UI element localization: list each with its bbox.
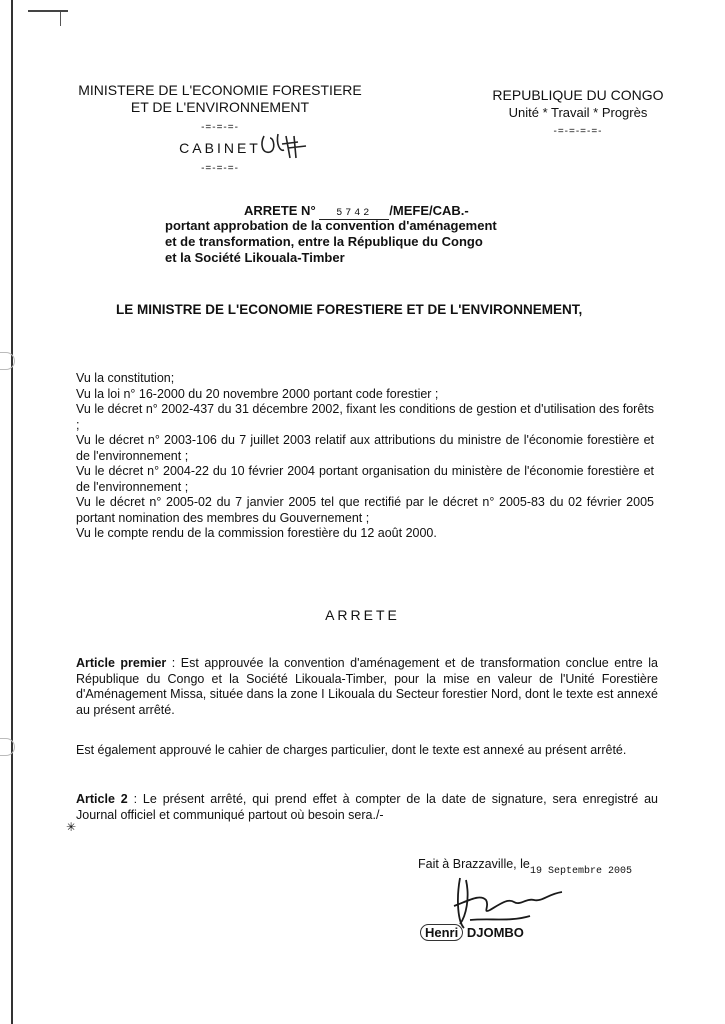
decree-prefix: ARRETE N° — [244, 203, 316, 218]
article-2-text: : Le présent arrêté, qui prend effet à compter de la date de signature, sera enregistré au Journal officiel et communiqué partout où besoin sera./- — [76, 792, 658, 822]
closing-date-stamp: 19 Septembre 2005 — [530, 866, 633, 877]
republic-name: REPUBLIQUE DU CONGO — [492, 87, 664, 103]
signer-name — [420, 925, 524, 940]
article-1-label: Article premier — [76, 656, 167, 670]
arrete-title: ARRETE — [325, 607, 400, 623]
visa-item: Vu le décret n° 2004-22 du 10 février 2004 portant organisation du ministère de l'économie forestière et de l'environnement ; — [76, 464, 654, 494]
binding-line — [11, 0, 13, 1024]
separator-dashes: -=-=-=-=- — [553, 126, 603, 137]
article-2 — [76, 792, 658, 823]
separator-dashes: -=-=-=- — [201, 122, 239, 133]
visa-item: Vu le compte rendu de la commission forestière du 12 août 2000. — [76, 526, 437, 540]
visa-item: Vu le décret n° 2005-02 du 7 janvier 2005 tel que rectifié par le décret n° 2005-83 du 02 février 2005 portant nomination des membres du Gouvernement ; — [76, 495, 654, 525]
visa-item: Vu la constitution; — [76, 371, 175, 385]
subject-line: et la Société Likouala-Timber — [165, 250, 345, 265]
signer-first-name: Henri — [420, 924, 463, 941]
visas-list — [76, 371, 654, 542]
corner-tick — [60, 12, 71, 26]
decree-subject — [165, 218, 585, 266]
signer-last-name: DJOMBO — [466, 925, 524, 940]
visa-item: Vu la loi n° 16-2000 du 20 novembre 2000 portant code forestier ; — [76, 386, 439, 401]
decree-suffix: /MEFE/CAB.- — [389, 203, 469, 218]
paragraph-2: Est également approuvé le cahier de charges particulier, dont le texte est annexé au présent arrêté. — [76, 743, 627, 757]
ministry-line-1: MINISTERE DE L'ECONOMIE FORESTIERE — [78, 82, 362, 98]
separator-dashes: -=-=-=- — [201, 163, 239, 174]
visa-item: Vu le décret n° 2002-437 du 31 décembre 2002, fixant les conditions de gestion et d'utilisation des forêts ; — [76, 402, 654, 432]
visa-item: Vu le décret n° 2003-106 du 7 juillet 2003 relatif aux attributions du ministre de l'économie forestière et de l'environnement ; — [76, 433, 654, 463]
republic-header — [458, 86, 698, 138]
cabinet-label: CABINET — [179, 140, 261, 156]
national-motto: Unité * Travail * Progrès — [508, 105, 648, 120]
minister-heading: LE MINISTRE DE L'ECONOMIE FORESTIERE ET DE L'ENVIRONNEMENT, — [116, 302, 583, 317]
closing-place: Fait à Brazzaville, le — [418, 857, 530, 871]
handwritten-initials — [258, 130, 310, 162]
ministry-header — [60, 82, 380, 175]
article-2-label: Article 2 — [76, 792, 128, 806]
subject-line: portant approbation de la convention d'aménagement — [165, 218, 497, 233]
article-1 — [76, 656, 658, 718]
subject-line: et de transformation, entre la République du Congo — [165, 234, 483, 249]
ministry-line-2: ET DE L'ENVIRONNEMENT — [130, 99, 310, 115]
article-1-text: : Est approuvée la convention d'aménagement et de transformation conclue entre la République du Congo et la Société Likouala-Timber, pour la mise en valeur de l'Unité Forestière d'Aménagement Missa, située dans la zone I Likouala du Secteur forestier Nord, dont le texte est annexé au présent arrêté. — [76, 656, 658, 717]
decree-number-value: 5742 — [319, 208, 389, 220]
margin-mark: ✳ — [66, 820, 77, 834]
